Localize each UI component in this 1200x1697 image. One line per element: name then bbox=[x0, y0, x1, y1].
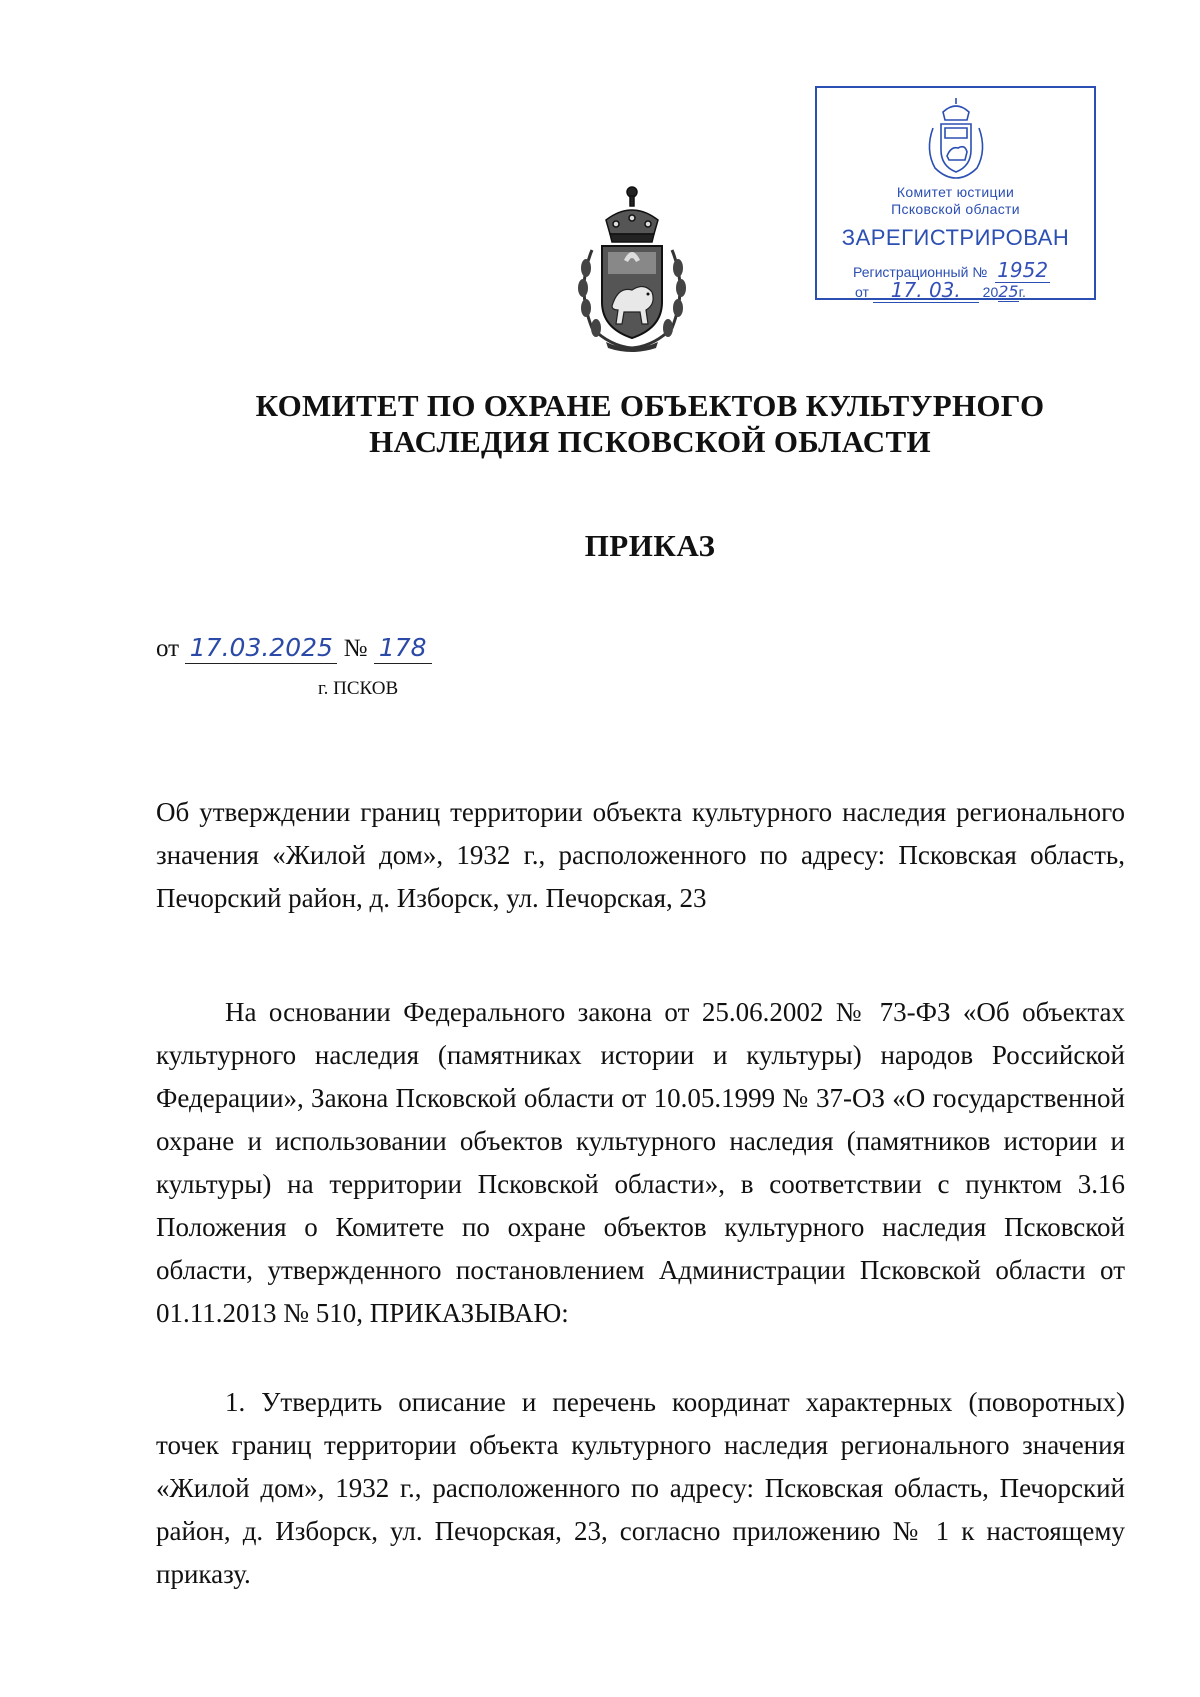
order-number-value: 178 bbox=[378, 633, 427, 662]
stamp-year-suffix: 25 bbox=[998, 282, 1019, 301]
document-type: ПРИКАЗ bbox=[584, 528, 716, 563]
order-basis-paragraph: На основании Федерального закона от 25.06.2002 № 73-ФЗ «Об объектах культурного наследия (памятниках истории и культуры) народов Российской Федерации», Закона Псковской области от 10.05.1999 № 37-ОЗ «О государственной охране и использовании объектов культурного наследия (памятников истории и культуры) на территории Псковской области», в соответствии с пунктом 3.16 Положения о Комитете по охране объектов культурного наследия Псковской области, утвержденного постановлением Администрации Псковской области от 01.11.2013 № 510, ПРИКАЗЫВАЮ: bbox=[156, 997, 1125, 1328]
stamp-date-line bbox=[855, 278, 1026, 303]
order-date-value: 17.03.2025 bbox=[189, 633, 333, 662]
committee-name-line2: НАСЛЕДИЯ ПСКОВСКОЙ ОБЛАСТИ bbox=[369, 424, 931, 459]
order-number-label: № bbox=[343, 635, 368, 662]
registration-stamp bbox=[815, 86, 1096, 300]
stamp-org-line1: Комитет юстиции bbox=[896, 184, 1015, 200]
order-subject: Об утверждении границ территории объекта культурного наследия регионального значения «Жилой дом», 1932 г., расположенного по адресу: Псковская область, Печорский район, д. Изборск, ул. Печорская, 23 bbox=[156, 797, 1125, 913]
stamp-date-prefix: от bbox=[855, 284, 869, 300]
coat-of-arms-icon bbox=[566, 178, 698, 354]
order-item-1: 1. Утвердить описание и перечень координат характерных (поворотных) точек границ территории объекта культурного наследия регионального значения «Жилой дом», 1932 г., расположенного по адресу: Псковская область, Печорский район, д. Изборск, ул. Печорская, 23, согласно приложению № 1 к настоящему приказу. bbox=[156, 1387, 1125, 1589]
stamp-org-line2: Псковской области bbox=[891, 201, 1020, 217]
stamp-year-prefix: 20 bbox=[982, 284, 999, 300]
stamp-status: ЗАРЕГИСТРИРОВАН bbox=[841, 225, 1070, 250]
order-date-number-line bbox=[156, 634, 432, 664]
stamp-date-day-month: 17. 03. bbox=[873, 278, 979, 303]
stamp-emblem-icon bbox=[921, 94, 991, 182]
committee-name bbox=[150, 388, 1150, 460]
order-city: г. ПСКОВ bbox=[318, 678, 399, 699]
order-date-label: от bbox=[156, 635, 180, 662]
order-date-field bbox=[185, 634, 337, 664]
stamp-reg-label: Регистрационный № bbox=[853, 264, 988, 280]
stamp-year-unit: г. bbox=[1018, 284, 1026, 300]
committee-name-line1: КОМИТЕТ ПО ОХРАНЕ ОБЪЕКТОВ КУЛЬТУРНОГО bbox=[255, 388, 1045, 423]
stamp-reg-number: 1952 bbox=[997, 258, 1049, 282]
order-number-field bbox=[374, 634, 432, 664]
